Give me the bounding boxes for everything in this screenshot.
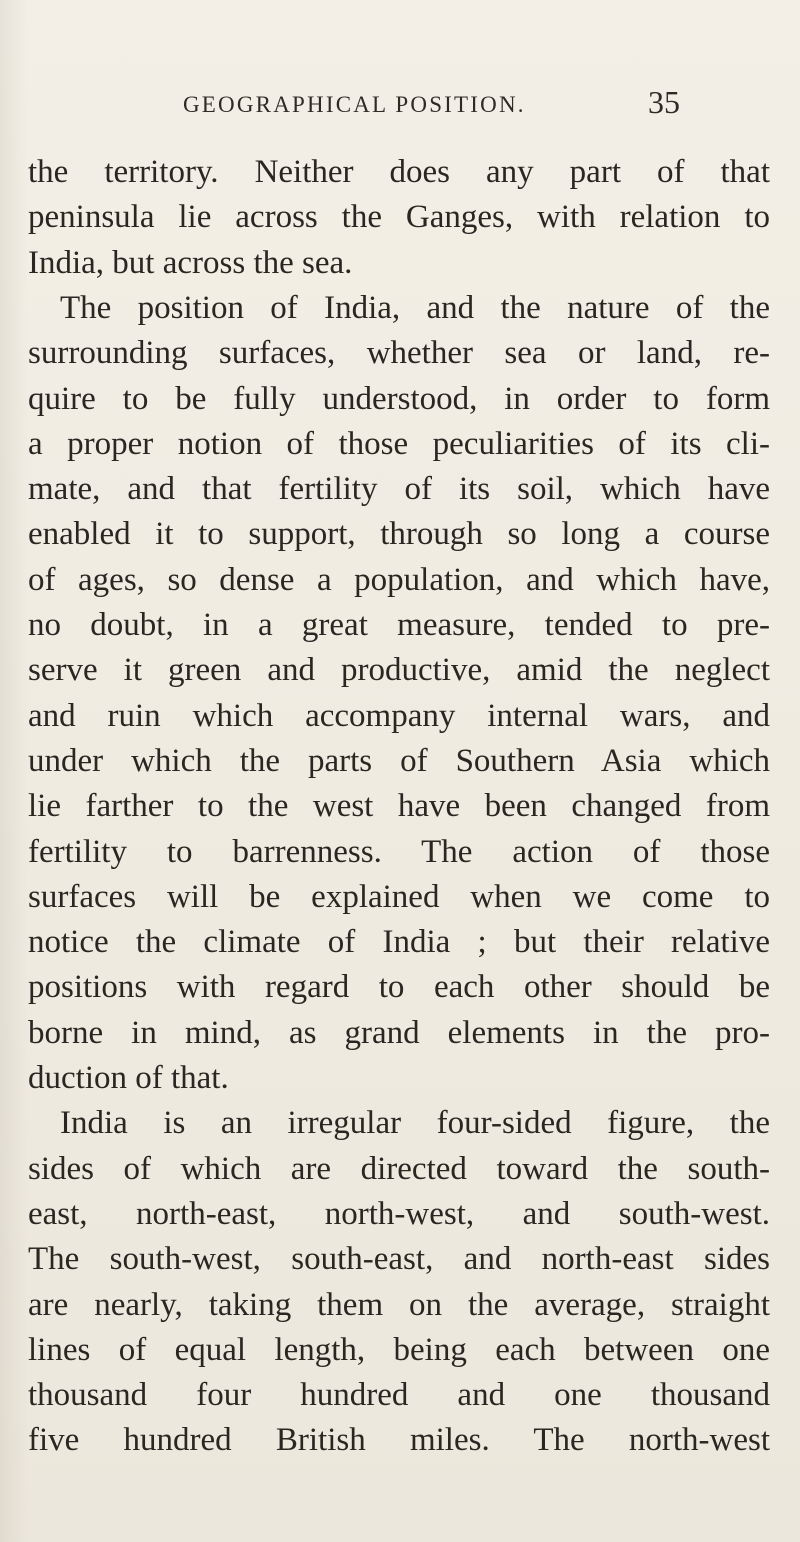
text-line: a proper notion of those peculiarities of its cli-: [28, 425, 770, 462]
text-line: The south-west, south-east, and north-east sides: [28, 1241, 770, 1278]
text-line: The position of India, and the nature of the: [60, 289, 770, 326]
text-line: mate, and that fertility of its soil, which have: [28, 471, 770, 508]
running-head: GEOGRAPHICAL POSITION.: [183, 92, 526, 117]
text-line: peninsula lie across the Ganges, with relation to: [28, 199, 770, 236]
text-line: no doubt, in a great measure, tended to pre-: [28, 607, 770, 643]
text-line: five hundred British miles. The north-west: [28, 1422, 770, 1459]
text-line: duction of that.: [28, 1060, 229, 1096]
text-line: surrounding surfaces, whether sea or land, re-: [28, 335, 770, 372]
text-line: east, north-east, north-west, and south-west.: [28, 1195, 770, 1232]
text-line: enabled it to support, through so long a course: [28, 516, 770, 553]
text-line: quire to be fully understood, in order to form: [28, 380, 770, 417]
text-line: sides of which are directed toward the south-: [28, 1150, 770, 1187]
text-line: lie farther to the west have been changed from: [28, 788, 770, 825]
text-line: surfaces will be explained when we come to: [28, 878, 770, 915]
page-header: [0, 84, 800, 132]
text-line: serve it green and productive, amid the neglect: [28, 652, 770, 689]
text-line: fertility to barrenness. The action of those: [28, 833, 770, 870]
text-line: thousand four hundred and one thousand: [28, 1377, 770, 1414]
page-number: 35: [648, 84, 680, 120]
text-line: of ages, so dense a population, and which have,: [28, 561, 770, 598]
text-line: lines of equal length, being each between one: [28, 1331, 770, 1368]
text-line: borne in mind, as grand elements in the pro-: [28, 1014, 770, 1051]
text-line: positions with regard to each other should be: [28, 969, 770, 1006]
text-line: India is an irregular four-sided figure, the: [60, 1105, 770, 1142]
text-line: the territory. Neither does any part of that: [28, 154, 770, 190]
text-line: under which the parts of Southern Asia which: [28, 742, 770, 779]
text-line: are nearly, taking them on the average, straight: [28, 1286, 770, 1323]
text-line: and ruin which accompany internal wars, and: [28, 697, 770, 734]
text-line: notice the climate of India ; but their relative: [28, 924, 770, 961]
text-line: India, but across the sea.: [28, 244, 353, 281]
